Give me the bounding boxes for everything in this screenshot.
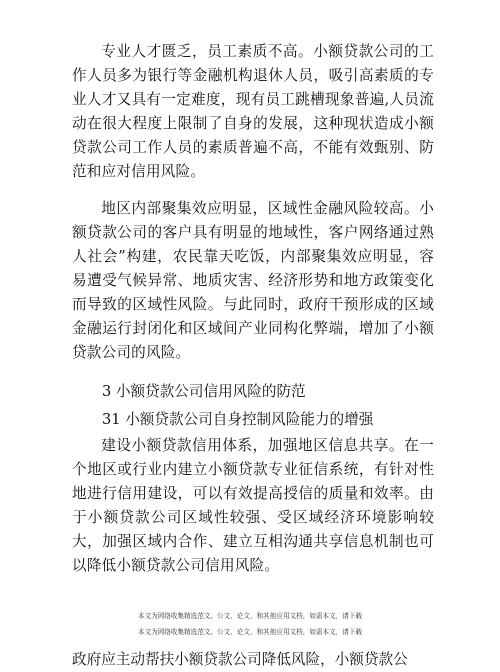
paragraph-credit-system: 建设小额贷款信用体系，加强地区信息共享。在一个地区或行业内建立小额贷款专业征信系统，有针对性地进行信用建设，可以有效提高授信的质量和效率。由于小额贷款公司区域性较强、受区域经济环境影响较大，加强区域内合作、建立互相沟通共享信息机制也可以降低小额贷款公司信用风险。 xyxy=(72,437,434,574)
cutoff-text-line: 政府应主动帮扶小额贷款公司降低风险，小额贷款公 xyxy=(72,651,408,668)
paragraph-staff-quality: 专业人才匮乏，员工素质不高。小额贷款公司的工作人员多为银行等金融机构退休人员，吸引高素质的专业人才又具有一定难度，现有员工跳槽现象普遍,人员流动在很大程度上限制了自身的发展，这种现状造成小额贷款公司工作人员的素质普遍不高，不能有效甄别、防范和应对信用风险。 xyxy=(72,43,434,180)
paragraph-regional-risk: 地区内部聚集效应明显，区域性金融风险较高。小额贷款公司的客户具有明显的地域性，客户网络通过熟人社会”构建，农民靠天吃饭，内部聚集效应明显，容易遭受气候异常、地质灾害、经济形势和地方政策变化而导致的区域性风险。与此同时，政府干预形成的区域金融运行封闭化和区域间产业同构化弊端，增加了小额贷款公司的风险。 xyxy=(72,200,434,361)
subsection-heading: 31 小额贷款公司自身控制风险能力的增强 xyxy=(102,411,374,428)
section-heading: 3 小额贷款公司信用风险的防范 xyxy=(102,383,306,400)
footer-note: 本文为网络收集精选范文、公文、论文、和其他应用文档，如需本文，请下载 xyxy=(137,612,363,620)
footer-note-repeat: 本文为网络收集精选范文、公文、论文、和其他应用文档，如需本文，请下载 xyxy=(137,628,363,636)
